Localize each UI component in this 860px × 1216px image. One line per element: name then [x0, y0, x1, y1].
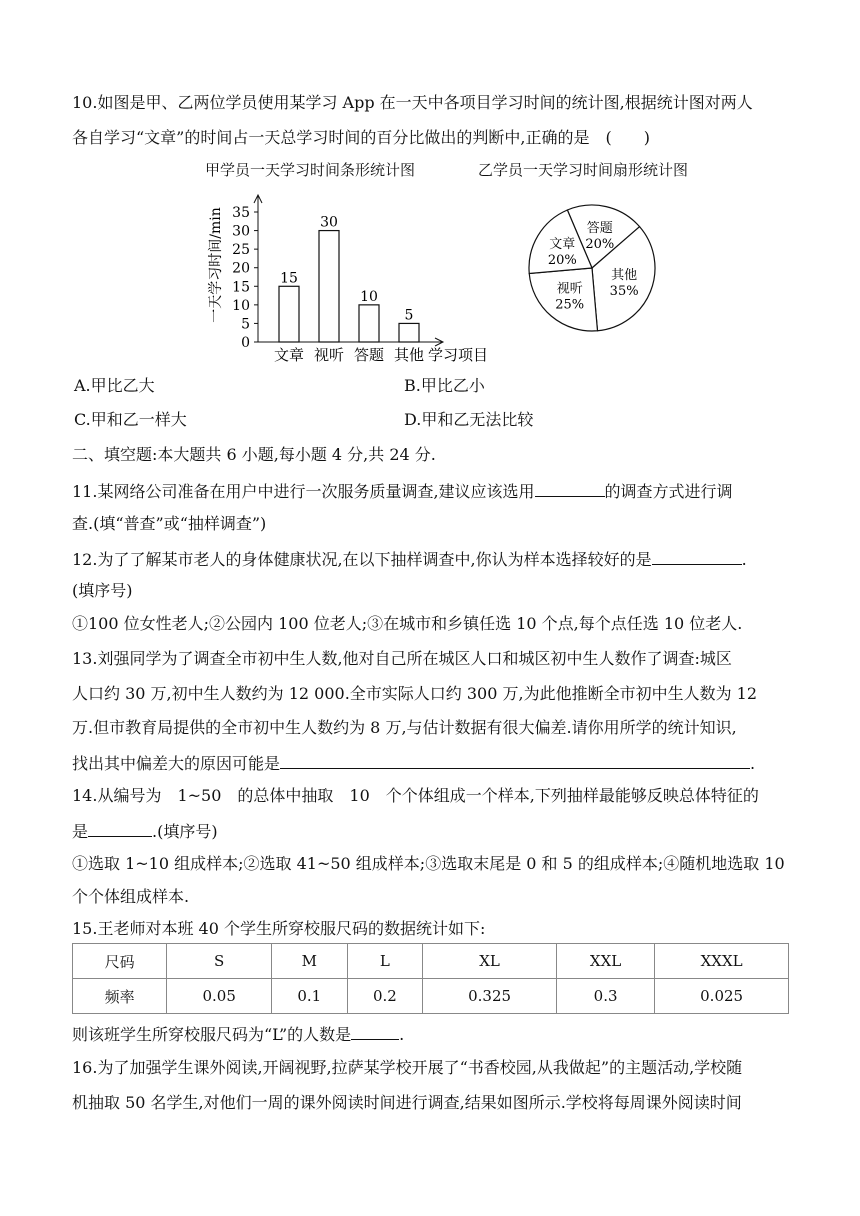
y-tick-label: 35 [232, 205, 250, 221]
table-cell: XXL [556, 944, 654, 979]
q13-text-a: 找出其中偏差大的原因可能是 [72, 754, 281, 773]
q11-line-1 [72, 480, 733, 502]
table-cell: 0.3 [556, 979, 654, 1014]
q10-line-2: 各自学习“文章”的时间占一天总学习时间的百分比做出的判断中,正确的是 ( ) [72, 128, 650, 147]
q11-line-2: 查.(填“普查”或“抽样调查”) [72, 514, 267, 533]
pie-category-label: 视听 [556, 281, 583, 297]
data-label: 10 [360, 288, 378, 305]
y-tick-label: 5 [241, 316, 250, 333]
q13-line-4 [72, 752, 755, 774]
category-label: 答题 [353, 346, 385, 364]
q10-line-1: 10.如图是甲、乙两位学员使用某学习 App 在一天中各项目学习时间的统计图,根据统计图对两人 [72, 93, 753, 112]
size-table [72, 943, 789, 1014]
data-label: 30 [320, 214, 338, 231]
q12-line-2: (填序号) [72, 581, 133, 600]
table-cell: 0.025 [655, 979, 789, 1014]
q12-text-b: . [741, 550, 747, 569]
q14-blank [88, 820, 152, 837]
q16-line-1: 16.为了加强学生课外阅读,开阔视野,拉萨某学校开展了“书香校园,从我做起”的主题活动,学校随 [72, 1058, 743, 1077]
q14-line-2 [72, 820, 218, 842]
q14-text-a: 是 [72, 822, 89, 841]
table-cell: XXXL [655, 944, 789, 979]
category-label: 其他 [393, 346, 425, 364]
q15-intro: 15.王老师对本班 40 个学生所穿校服尺码的数据统计如下: [72, 919, 486, 938]
section-2-heading: 二、填空题:本大题共 6 小题,每小题 4 分,共 24 分. [72, 445, 436, 464]
table-cell: 0.325 [423, 979, 557, 1014]
q13-line-2: 人口约 30 万,初中生人数约为 12 000.全市实际人口约 300 万,为此他推断全市初中生人数为 12 [72, 684, 758, 703]
q11-blank [535, 480, 605, 497]
table-row [73, 979, 789, 1014]
option-c: C.甲和乙一样大 [74, 410, 187, 429]
table-cell: 0.05 [167, 979, 272, 1014]
pie-category-label: 文章 [549, 237, 576, 253]
q12-line-1 [72, 548, 747, 570]
table-cell: 尺码 [73, 944, 167, 979]
q13-blank [280, 752, 750, 769]
table-cell: XL [423, 944, 557, 979]
table-cell: 频率 [73, 979, 167, 1014]
option-a: A.甲比乙大 [74, 376, 155, 395]
bar-chart [200, 190, 520, 365]
q12-line-3: ①100 位女性老人;②公园内 100 位老人;③在城市和乡镇任选 10 个点,每个点任选 10 位老人. [72, 614, 743, 633]
y-tick-label: 25 [232, 242, 250, 259]
q13-text-end: . [750, 754, 756, 773]
pie-category-label: 答题 [586, 221, 613, 237]
q11-text-b: 的调查方式进行调 [604, 482, 733, 501]
q14-line-4: 个个体组成样本. [72, 887, 190, 906]
pie-percent-label: 35% [609, 283, 639, 299]
data-label: 15 [280, 270, 298, 287]
q11-text-a: 11.某网络公司准备在用户中进行一次服务质量调查,建议应该选用 [72, 482, 535, 501]
y-tick-label: 15 [232, 279, 250, 296]
table-cell: S [167, 944, 272, 979]
q15-blank [351, 1023, 399, 1040]
y-ticks [232, 205, 258, 351]
y-tick-label: 0 [241, 335, 250, 351]
y-tick-label: 10 [232, 297, 250, 314]
pie-percent-label: 20% [547, 253, 577, 269]
data-label: 5 [404, 307, 414, 324]
table-row [73, 944, 789, 979]
pie-percent-label: 20% [585, 237, 615, 253]
q15-after [72, 1023, 404, 1045]
q12-blank [652, 548, 742, 565]
q14-text-b: .(填序号) [152, 822, 218, 841]
pie-percent-label: 25% [555, 297, 585, 313]
category-label: 文章 [273, 346, 305, 364]
q14-line-3: ①选取 1~10 组成样本;②选取 41~50 组成样本;③选取末尾是 0 和 5 的组成样本;④随机地选取 10 [72, 854, 785, 873]
q13-line-3: 万.但市教育局提供的全市初中生人数约为 8 万,与估计数据有很大偏差.请你用所学的统计知识, [72, 718, 737, 737]
bars [279, 215, 419, 342]
table-cell: 0.2 [347, 979, 423, 1014]
bar-chart-caption: 甲学员一天学习时间条形统计图 [205, 161, 416, 179]
bar [279, 286, 299, 342]
q12-text-a: 12.为了了解某市老人的身体健康状况,在以下抽样调查中,你认为样本选择较好的是 [72, 550, 652, 569]
x-axis-label: 学习项目 [428, 346, 489, 364]
table-cell: L [347, 944, 423, 979]
y-axis-label: 一天学习时间/min [208, 207, 224, 323]
category-labels [274, 346, 424, 364]
pie-category-label: 其他 [611, 267, 638, 283]
table-cell: 0.1 [272, 979, 348, 1014]
option-d: D.甲和乙无法比较 [404, 410, 534, 429]
q16-line-2: 机抽取 50 名学生,对他们一周的课外阅读时间进行调查,结果如图所示.学校将每周课外阅读时间 [72, 1093, 742, 1112]
bar [399, 323, 419, 342]
q15-text-a: 则该班学生所穿校服尺码为“L”的人数是 [72, 1025, 352, 1044]
q15-text-b: . [399, 1025, 405, 1044]
y-tick-label: 30 [232, 223, 250, 240]
category-label: 视听 [313, 346, 345, 364]
q14-line-1: 14.从编号为 1~50 的总体中抽取 10 个个体组成一个样本,下列抽样最能够反映总体特征的 [72, 786, 759, 805]
bar [319, 231, 339, 342]
y-tick-label: 20 [232, 260, 250, 277]
q13-line-1: 13.刘强同学为了调查全市初中生人数,他对自己所在城区人口和城区初中生人数作了调查:城区 [72, 649, 732, 668]
pie-chart [527, 203, 657, 333]
pie-chart-caption: 乙学员一天学习时间扇形统计图 [478, 161, 689, 179]
option-b: B.甲比乙小 [404, 376, 485, 395]
bar [359, 305, 379, 342]
table-cell: M [272, 944, 348, 979]
